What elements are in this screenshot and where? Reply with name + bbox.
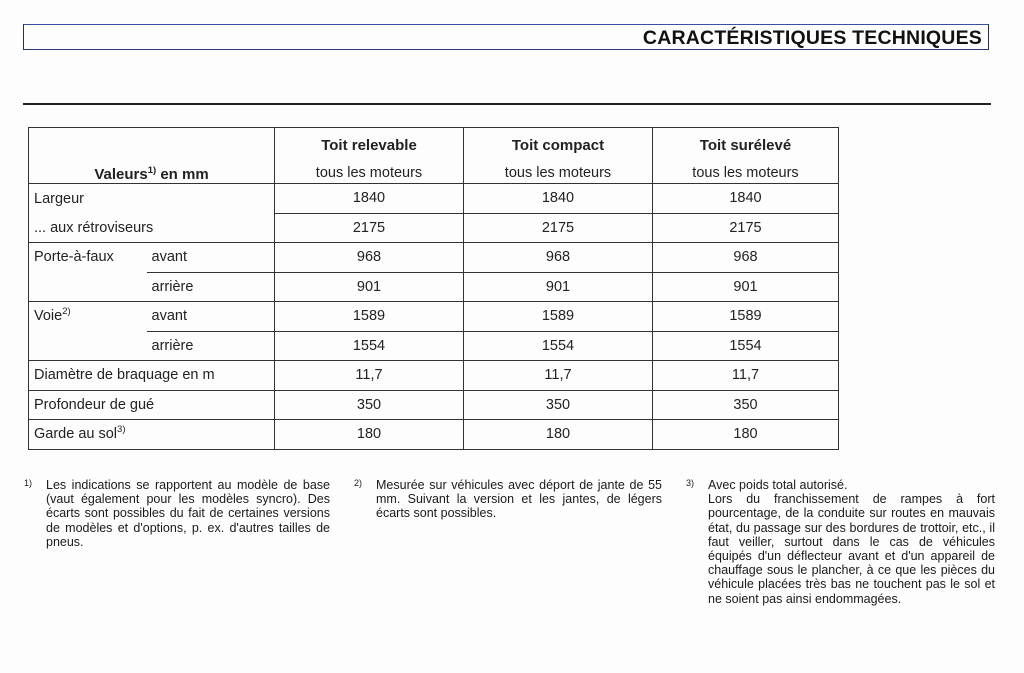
row-label: ... aux rétroviseurs — [29, 213, 275, 243]
column-title: Toit relevable — [321, 137, 417, 154]
row-label: Largeur — [29, 184, 275, 214]
footnote-text: Mesurée sur véhicules avec déport de jante de 55 mm. Suivant la version et les jantes, de légers écarts sont possibles. — [376, 478, 662, 521]
footnote-3 — [686, 478, 995, 606]
cell-value: 11,7 — [464, 361, 653, 391]
table-row — [29, 184, 839, 214]
column-header-toit-compact — [464, 128, 653, 184]
cell-value: 1840 — [464, 184, 653, 214]
footnote-2 — [354, 478, 662, 521]
cell-value: 350 — [275, 390, 464, 420]
cell-value: 350 — [464, 390, 653, 420]
cell-value: 11,7 — [275, 361, 464, 391]
footnote-text: Les indications se rapportent au modèle de base (vaut également pour les modèles syncro). Des écarts sont possibles du fait de certaines versions de modèles et d'options, p. ex. d'autres tailles de pneus. — [46, 478, 330, 549]
table-row — [29, 302, 839, 332]
table-row — [29, 390, 839, 420]
section-title: CARACTÉRISTIQUES TECHNIQUES — [642, 27, 982, 49]
cell-value: 11,7 — [653, 361, 839, 391]
footnote-ref: 2) — [62, 306, 71, 317]
cell-value: 180 — [653, 420, 839, 450]
cell-value: 901 — [275, 272, 464, 302]
horizontal-rule — [23, 103, 991, 105]
row-label: Garde au sol — [34, 426, 118, 443]
row-sublabel: arrière — [147, 272, 275, 302]
cell-value: 2175 — [653, 213, 839, 243]
section-header — [23, 24, 989, 50]
column-title: Toit compact — [511, 137, 605, 154]
table-header-row — [29, 128, 839, 184]
footnote-text: Lors du franchissement de rampes à fort pourcentage, de la conduite sur routes en mauvais état, du passage sur des bordures de trottoir, etc., il faut veiller, surtout dans le cas de véhicules équipés d'un déflecteur avant et d'un appareil de chauffage sous le plancher, à ce que les pièces du véhicule placées très bas ne touchent pas le sol et ne soient pas ainsi endommagées. — [708, 492, 995, 606]
table-row — [29, 243, 839, 273]
cell-value: 1840 — [275, 184, 464, 214]
cell-value: 2175 — [275, 213, 464, 243]
cell-value: 180 — [464, 420, 653, 450]
footnote-mark: 2) — [354, 478, 363, 488]
dimensions-table — [28, 127, 839, 450]
column-subtitle: tous les moteurs — [315, 165, 423, 181]
table-row — [29, 213, 839, 243]
corner-header — [29, 128, 275, 184]
row-label: Porte-à-faux — [29, 243, 147, 302]
row-sublabel: avant — [147, 243, 275, 273]
cell-value: 180 — [275, 420, 464, 450]
table-row — [29, 420, 839, 450]
table-row — [29, 361, 839, 391]
cell-value: 968 — [653, 243, 839, 273]
footnote-ref: 3) — [117, 424, 126, 436]
footnote-first-line: Avec poids total autorisé. — [708, 478, 848, 492]
column-header-toit-sureleve — [653, 128, 839, 184]
row-label-cell — [29, 420, 275, 450]
row-label-cell — [29, 302, 147, 361]
cell-value: 1589 — [653, 302, 839, 332]
table-row — [29, 272, 839, 302]
cell-value: 968 — [275, 243, 464, 273]
footnote-mark: 3) — [686, 478, 695, 488]
cell-value: 1554 — [464, 331, 653, 361]
column-subtitle: tous les moteurs — [692, 165, 799, 181]
cell-value: 2175 — [464, 213, 653, 243]
cell-value: 350 — [653, 390, 839, 420]
cell-value: 1840 — [653, 184, 839, 214]
cell-value: 968 — [464, 243, 653, 273]
footnote-mark: 1) — [24, 478, 33, 488]
cell-value: 1589 — [464, 302, 653, 332]
footnote-ref: 1) — [147, 165, 157, 176]
cell-value: 901 — [653, 272, 839, 302]
row-sublabel: arrière — [147, 331, 275, 361]
row-sublabel: avant — [147, 302, 275, 332]
cell-value: 1554 — [653, 331, 839, 361]
corner-label: Valeurs — [94, 166, 148, 183]
footnote-1 — [24, 478, 330, 549]
column-header-toit-relevable — [275, 128, 464, 184]
table-row — [29, 331, 839, 361]
cell-value: 901 — [464, 272, 653, 302]
column-title: Toit surélevé — [699, 137, 792, 154]
row-label: Profondeur de gué — [29, 390, 275, 420]
corner-unit: en mm — [160, 166, 209, 183]
cell-value: 1589 — [275, 302, 464, 332]
cell-value: 1554 — [275, 331, 464, 361]
row-label: Diamètre de braquage en m — [29, 361, 275, 391]
row-label: Voie — [34, 308, 63, 324]
column-subtitle: tous les moteurs — [504, 165, 612, 181]
